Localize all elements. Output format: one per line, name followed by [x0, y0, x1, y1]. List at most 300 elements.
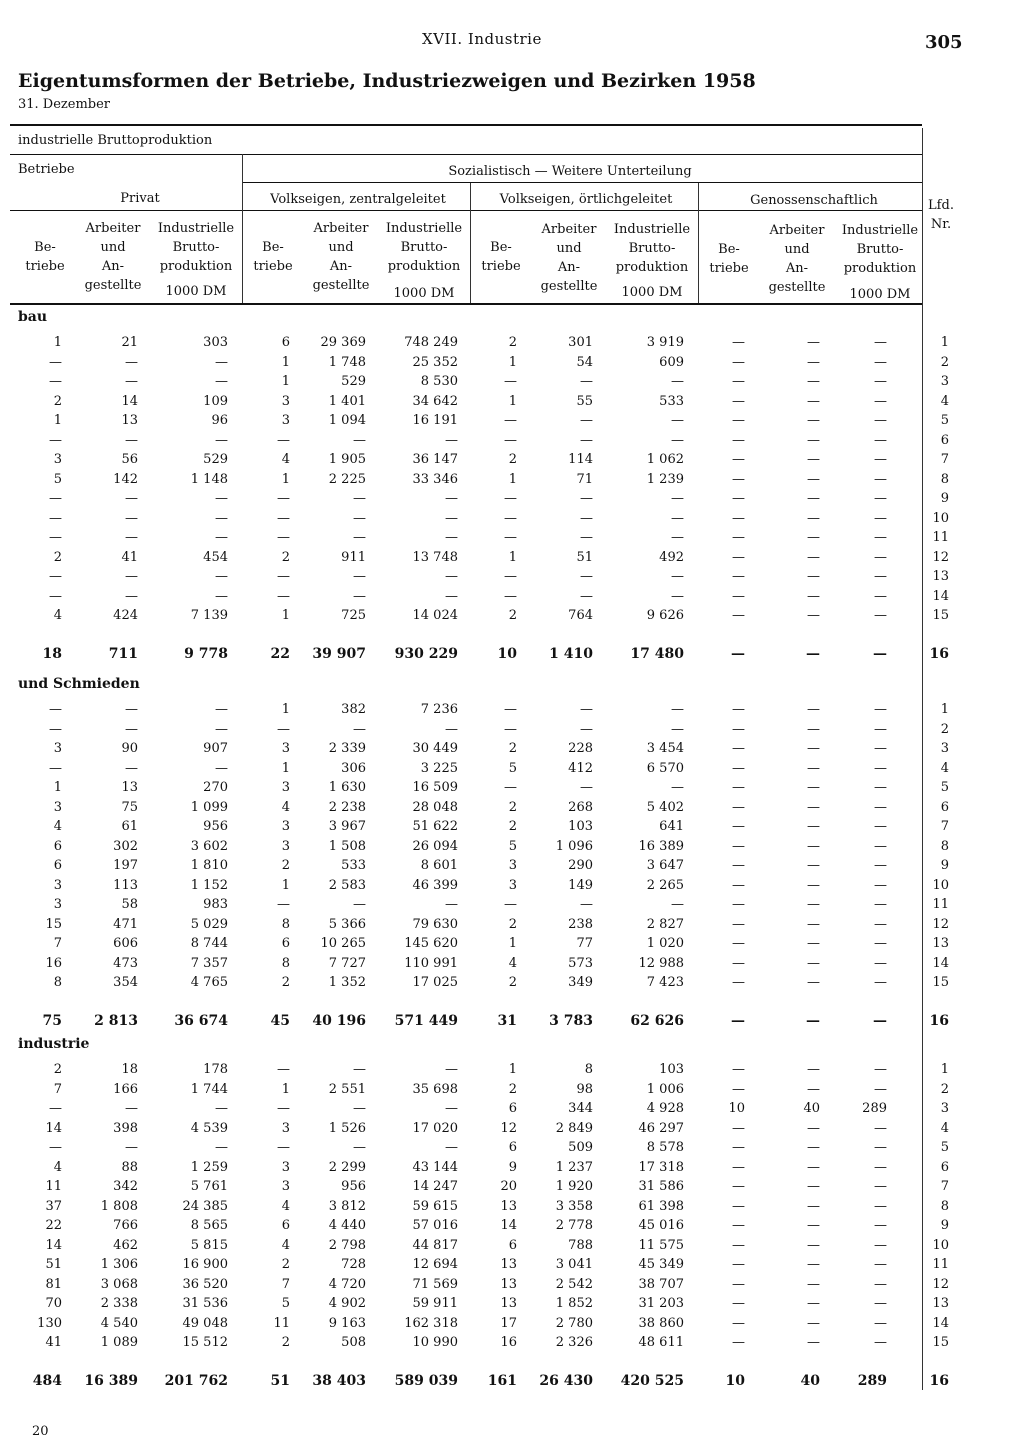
table-cell: — [807, 1198, 820, 1214]
table-cell: — [732, 1179, 745, 1194]
table-row [0, 702, 1024, 721]
table-cell: 303 [203, 335, 228, 350]
table-cell: 1 [508, 471, 517, 487]
header-industrielle: industrielle Bruttoproduktion [18, 133, 213, 148]
table-cell: 1 [281, 702, 290, 717]
total-cell: 17 480 [630, 645, 684, 662]
table-cell: 725 [341, 608, 366, 623]
table-cell: 8 530 [420, 374, 458, 389]
table-cell: — [874, 549, 887, 565]
table-cell: 36 147 [412, 452, 458, 467]
table-cell: — [807, 1081, 820, 1097]
table-cell: 4 [53, 1159, 62, 1175]
table-row [0, 413, 1024, 432]
table-cell: — [732, 1062, 745, 1077]
table-cell: — [874, 530, 887, 545]
table-cell: 17 318 [638, 1159, 684, 1175]
table-cell: — [874, 975, 887, 990]
table-cell: — [807, 335, 820, 350]
table-cell: — [215, 760, 228, 776]
table-row [0, 1199, 1024, 1218]
table-cell: — [807, 799, 820, 815]
table-cell: — [732, 760, 745, 776]
table-cell: 13 748 [412, 549, 458, 565]
table-row [0, 975, 1024, 994]
table-cell: 4 [281, 1237, 290, 1253]
table-cell: 1 020 [646, 936, 684, 951]
table-cell: 10 [728, 1101, 745, 1116]
table-cell: 2 [508, 799, 517, 815]
total-cell: — [806, 645, 820, 662]
table-cell: 16 [45, 955, 62, 971]
table-cell: 3 [281, 838, 290, 854]
header-col-betriebe: Be- triebe [709, 242, 749, 276]
table-cell: 454 [203, 549, 228, 565]
table-row [0, 878, 1024, 897]
table-cell: — [807, 975, 820, 990]
table-cell: 145 620 [404, 936, 458, 951]
table-cell: 79 630 [412, 916, 458, 932]
table-cell: 12 [932, 1276, 949, 1292]
table-cell: 40 [803, 1101, 820, 1116]
table-row [0, 1316, 1024, 1335]
table-cell: — [807, 510, 820, 526]
table-cell: — [49, 702, 62, 717]
table-cell: 37 [45, 1198, 62, 1214]
table-cell: — [580, 374, 593, 389]
table-cell: 24 385 [182, 1198, 228, 1214]
table-cell: 38 707 [638, 1276, 684, 1292]
table-cell: — [874, 413, 887, 428]
table-row [0, 608, 1024, 627]
table-row [0, 780, 1024, 799]
table-cell: — [49, 569, 62, 584]
table-cell: 1 [508, 393, 517, 409]
table-cell: — [732, 877, 745, 893]
header-col-industrielle: Industrielle Brutto- produktion [385, 221, 463, 274]
table-cell: 3 647 [646, 858, 684, 873]
header-col-industrielle: Industrielle Brutto- produktion [157, 221, 235, 274]
table-cell: 3 [53, 877, 62, 893]
total-cell: 16 [929, 1372, 949, 1389]
table-cell: 13 [121, 413, 138, 428]
total-cell: 1 410 [549, 645, 593, 662]
table-cell: — [445, 721, 458, 737]
table-cell: 2 [508, 741, 517, 756]
table-cell: — [732, 374, 745, 389]
table-row [0, 819, 1024, 838]
table-cell: — [445, 569, 458, 584]
table-row [0, 491, 1024, 510]
table-cell: — [732, 530, 745, 545]
table-cell: 1 744 [190, 1081, 228, 1097]
table-cell: — [215, 530, 228, 545]
table-cell: — [49, 530, 62, 545]
header-unit: 1000 DM [393, 286, 455, 301]
table-cell: 3 [281, 1179, 290, 1194]
table-cell: 36 520 [182, 1276, 228, 1292]
table-cell: 1 152 [190, 877, 228, 893]
table-cell: — [49, 491, 62, 506]
total-cell: 161 [487, 1372, 517, 1389]
table-cell: 2 583 [328, 877, 366, 893]
table-cell: 788 [568, 1237, 593, 1253]
table-cell: 1 810 [190, 858, 228, 873]
table-cell: — [671, 702, 684, 717]
table-cell: 2 265 [646, 877, 684, 893]
table-cell: 641 [659, 819, 684, 834]
table-cell: — [215, 721, 228, 737]
table-cell: — [125, 1140, 138, 1155]
table-cell: 2 [508, 452, 517, 467]
table-cell: 103 [659, 1062, 684, 1077]
table-cell: — [732, 1218, 745, 1233]
table-cell: 9 626 [646, 608, 684, 623]
table-cell: — [353, 569, 366, 584]
table-cell: 28 048 [412, 799, 458, 815]
table-cell: 1 062 [646, 452, 684, 467]
table-cell: 3 [53, 452, 62, 467]
table-cell: 2 849 [555, 1120, 593, 1136]
table-cell: 13 [500, 1276, 517, 1292]
table-row [0, 530, 1024, 549]
table-cell: 3 967 [328, 819, 366, 834]
table-row [0, 374, 1024, 393]
table-cell: 4 [281, 799, 290, 815]
table-cell: 14 024 [412, 608, 458, 623]
table-cell: 2 551 [328, 1081, 366, 1097]
table-cell: 3 [281, 393, 290, 409]
table-cell: 3 068 [100, 1276, 138, 1292]
table-cell: 13 [932, 936, 949, 951]
table-cell: — [215, 1140, 228, 1155]
table-cell: — [504, 432, 517, 448]
table-row [0, 1160, 1024, 1179]
table-cell: 5 [53, 471, 62, 487]
table-cell: — [277, 588, 290, 604]
table-cell: 1 096 [555, 838, 593, 854]
table-cell: 5 [508, 760, 517, 776]
table-cell: — [874, 799, 887, 815]
page-number: 305 [925, 32, 963, 53]
table-cell: 59 911 [412, 1296, 458, 1311]
header-col-betriebe: Be- triebe [253, 240, 293, 274]
table-cell: 2 778 [555, 1218, 593, 1233]
total-cell: 51 [270, 1372, 290, 1389]
table-cell: — [732, 1081, 745, 1097]
table-cell: — [215, 1101, 228, 1116]
table-cell: 10 [932, 1237, 949, 1253]
table-cell: 49 048 [182, 1315, 228, 1331]
total-cell: — [731, 645, 745, 662]
table-cell: 14 [932, 955, 949, 971]
table-cell: 2 [940, 354, 949, 370]
table-cell: 5 366 [328, 916, 366, 932]
table-cell: 2 [281, 1335, 290, 1350]
table-cell: — [215, 510, 228, 526]
table-cell: — [215, 374, 228, 389]
table-cell: — [807, 1179, 820, 1194]
table-cell: — [671, 588, 684, 604]
table-cell: — [732, 432, 745, 448]
table-cell: 2 [508, 916, 517, 932]
table-cell: 289 [862, 1101, 887, 1116]
table-cell: — [732, 1120, 745, 1136]
table-cell: 14 [45, 1237, 62, 1253]
table-cell: 6 [940, 432, 949, 448]
table-cell: — [807, 702, 820, 717]
total-cell: 38 403 [312, 1372, 366, 1389]
table-subtitle: 31. Dezember [18, 97, 111, 112]
total-row [0, 1373, 1024, 1392]
table-cell: 11 [932, 897, 949, 912]
table-cell: — [874, 1198, 887, 1214]
table-cell: 3 [281, 1159, 290, 1175]
table-cell: — [732, 741, 745, 756]
table-cell: — [277, 491, 290, 506]
table-cell: 197 [113, 858, 138, 873]
table-cell: — [807, 1140, 820, 1155]
table-cell: 473 [113, 955, 138, 971]
table-cell: — [504, 780, 517, 795]
table-cell: 20 [500, 1179, 517, 1194]
table-cell: — [732, 916, 745, 932]
table-cell: 15 [45, 916, 62, 932]
table-cell: — [807, 1159, 820, 1175]
table-cell: 1 748 [328, 354, 366, 370]
table-cell: — [125, 588, 138, 604]
table-cell: — [732, 780, 745, 795]
table-cell: 5 [940, 1140, 949, 1155]
table-cell: — [807, 413, 820, 428]
table-cell: 6 [53, 838, 62, 854]
table-cell: 13 [500, 1257, 517, 1272]
table-cell: — [277, 530, 290, 545]
table-cell: 6 [53, 858, 62, 873]
table-cell: — [874, 1237, 887, 1253]
table-cell: 22 [45, 1218, 62, 1233]
table-cell: 162 318 [404, 1315, 458, 1331]
table-cell: — [277, 569, 290, 584]
table-cell: — [125, 432, 138, 448]
table-cell: — [807, 741, 820, 756]
table-cell: 9 163 [328, 1315, 366, 1331]
table-row [0, 761, 1024, 780]
table-row [0, 1218, 1024, 1237]
table-row [0, 1335, 1024, 1354]
table-cell: 16 509 [412, 780, 458, 795]
table-cell: — [874, 1335, 887, 1350]
table-cell: 1 [940, 1062, 949, 1077]
table-cell: 238 [568, 916, 593, 932]
table-cell: 10 265 [320, 936, 366, 951]
table-cell: 1 [508, 936, 517, 951]
table-cell: — [807, 393, 820, 409]
table-cell: — [874, 1179, 887, 1194]
table-cell: — [580, 702, 593, 717]
table-cell: — [277, 897, 290, 912]
table-cell: 1 401 [328, 393, 366, 409]
table-cell: 1 [281, 1081, 290, 1097]
header-lfd: Lfd. Nr. [928, 198, 954, 232]
table-cell: — [807, 819, 820, 834]
table-cell: 7 423 [646, 975, 684, 990]
table-cell: 5 [940, 413, 949, 428]
table-cell: 2 [508, 335, 517, 350]
table-cell: 2 [281, 1257, 290, 1272]
table-cell: — [732, 799, 745, 815]
table-cell: 6 [508, 1101, 517, 1116]
table-cell: — [580, 588, 593, 604]
table-cell: — [445, 510, 458, 526]
table-cell: — [807, 1120, 820, 1136]
table-cell: — [671, 510, 684, 526]
table-cell: 12 694 [412, 1257, 458, 1272]
table-cell: — [807, 374, 820, 389]
table-cell: — [874, 608, 887, 623]
table-cell: 7 139 [190, 608, 228, 623]
table-cell: 1 [281, 608, 290, 623]
table-cell: — [732, 936, 745, 951]
table-cell: — [874, 569, 887, 584]
table-cell: 18 [121, 1062, 138, 1077]
table-cell: — [277, 1101, 290, 1116]
table-cell: — [874, 721, 887, 737]
table-cell: — [874, 1120, 887, 1136]
table-cell: 8 744 [190, 936, 228, 951]
table-cell: — [504, 374, 517, 389]
section-label: bau [18, 309, 48, 325]
table-cell: 5 [508, 838, 517, 854]
table-cell: 8 [584, 1062, 593, 1077]
total-cell: 484 [32, 1372, 62, 1389]
table-cell: — [215, 569, 228, 584]
table-cell: — [874, 936, 887, 951]
table-row [0, 550, 1024, 569]
table-cell: 609 [659, 354, 684, 370]
table-cell: — [445, 491, 458, 506]
section-label: und Schmieden [18, 676, 140, 692]
table-cell: 2 [281, 549, 290, 565]
table-cell: — [807, 1257, 820, 1272]
total-cell: 420 525 [620, 1372, 684, 1389]
total-cell: 45 [270, 1012, 290, 1029]
table-cell: — [732, 452, 745, 467]
total-cell: 40 196 [312, 1012, 366, 1029]
table-cell: — [732, 702, 745, 717]
table-cell: 2 [281, 975, 290, 990]
table-cell: — [732, 1296, 745, 1311]
total-cell: — [806, 1012, 820, 1029]
table-cell: — [49, 432, 62, 448]
table-cell: 2 798 [328, 1237, 366, 1253]
table-cell: 9 [940, 1218, 949, 1233]
table-cell: — [504, 588, 517, 604]
table-cell: — [874, 858, 887, 873]
table-cell: — [125, 530, 138, 545]
footer-number: 20 [32, 1424, 49, 1439]
table-cell: 3 358 [555, 1198, 593, 1214]
table-row [0, 335, 1024, 354]
table-cell: — [49, 1140, 62, 1155]
table-cell: — [671, 780, 684, 795]
table-cell: 911 [341, 549, 366, 565]
table-cell: — [732, 335, 745, 350]
table-cell: 16 389 [638, 838, 684, 854]
total-cell: 10 [725, 1372, 745, 1389]
table-cell: 35 698 [412, 1081, 458, 1097]
table-cell: 44 817 [412, 1237, 458, 1253]
table-cell: 2 [940, 721, 949, 737]
table-cell: 4 928 [646, 1101, 684, 1116]
table-cell: — [732, 1335, 745, 1350]
table-cell: — [277, 510, 290, 526]
table-cell: 3 [940, 741, 949, 756]
total-cell: 39 907 [312, 645, 366, 662]
table-cell: — [874, 588, 887, 604]
table-cell: 8 578 [646, 1140, 684, 1155]
table-cell: — [874, 393, 887, 409]
table-title: Eigentumsformen der Betriebe, Industriezweigen und Bezirken 1958 [18, 70, 756, 92]
table-cell: — [732, 608, 745, 623]
table-cell: 3 [281, 741, 290, 756]
table-cell: 983 [203, 897, 228, 912]
table-cell: — [874, 760, 887, 776]
table-row [0, 472, 1024, 491]
table-cell: — [732, 1315, 745, 1331]
table-cell: 51 [576, 549, 593, 565]
total-cell: 9 778 [184, 645, 228, 662]
header-oertlich: Volkseigen, örtlichgeleitet [499, 192, 673, 207]
table-cell: 6 [508, 1140, 517, 1155]
table-row [0, 355, 1024, 374]
table-cell: — [807, 608, 820, 623]
table-cell: — [807, 1335, 820, 1350]
table-cell: 573 [568, 955, 593, 971]
table-cell: 166 [113, 1081, 138, 1097]
header-rule-3 [10, 210, 922, 211]
table-cell: 228 [568, 741, 593, 756]
total-cell: 18 [42, 645, 62, 662]
table-cell: 14 247 [412, 1179, 458, 1194]
table-cell: — [504, 413, 517, 428]
table-cell: 2 [281, 858, 290, 873]
table-cell: 17 020 [412, 1120, 458, 1136]
table-row [0, 1257, 1024, 1276]
table-cell: 2 299 [328, 1159, 366, 1175]
total-cell: 26 430 [539, 1372, 593, 1389]
table-cell: 14 [45, 1120, 62, 1136]
table-cell: 1 508 [328, 838, 366, 854]
header-unit: 1000 DM [621, 285, 683, 300]
table-cell: — [353, 721, 366, 737]
table-cell: — [125, 702, 138, 717]
table-cell: — [353, 1062, 366, 1077]
table-cell: 270 [203, 780, 228, 795]
table-cell: 12 [932, 549, 949, 565]
table-cell: — [807, 432, 820, 448]
table-cell: 1 [281, 760, 290, 776]
header-col-betriebe: Be- triebe [481, 240, 521, 274]
table-row [0, 956, 1024, 975]
table-cell: — [49, 721, 62, 737]
table-cell: 1 089 [100, 1335, 138, 1350]
table-cell: 81 [45, 1276, 62, 1292]
table-cell: 8 [940, 1198, 949, 1214]
table-cell: — [807, 1315, 820, 1331]
table-cell: — [671, 432, 684, 448]
table-cell: — [874, 897, 887, 912]
